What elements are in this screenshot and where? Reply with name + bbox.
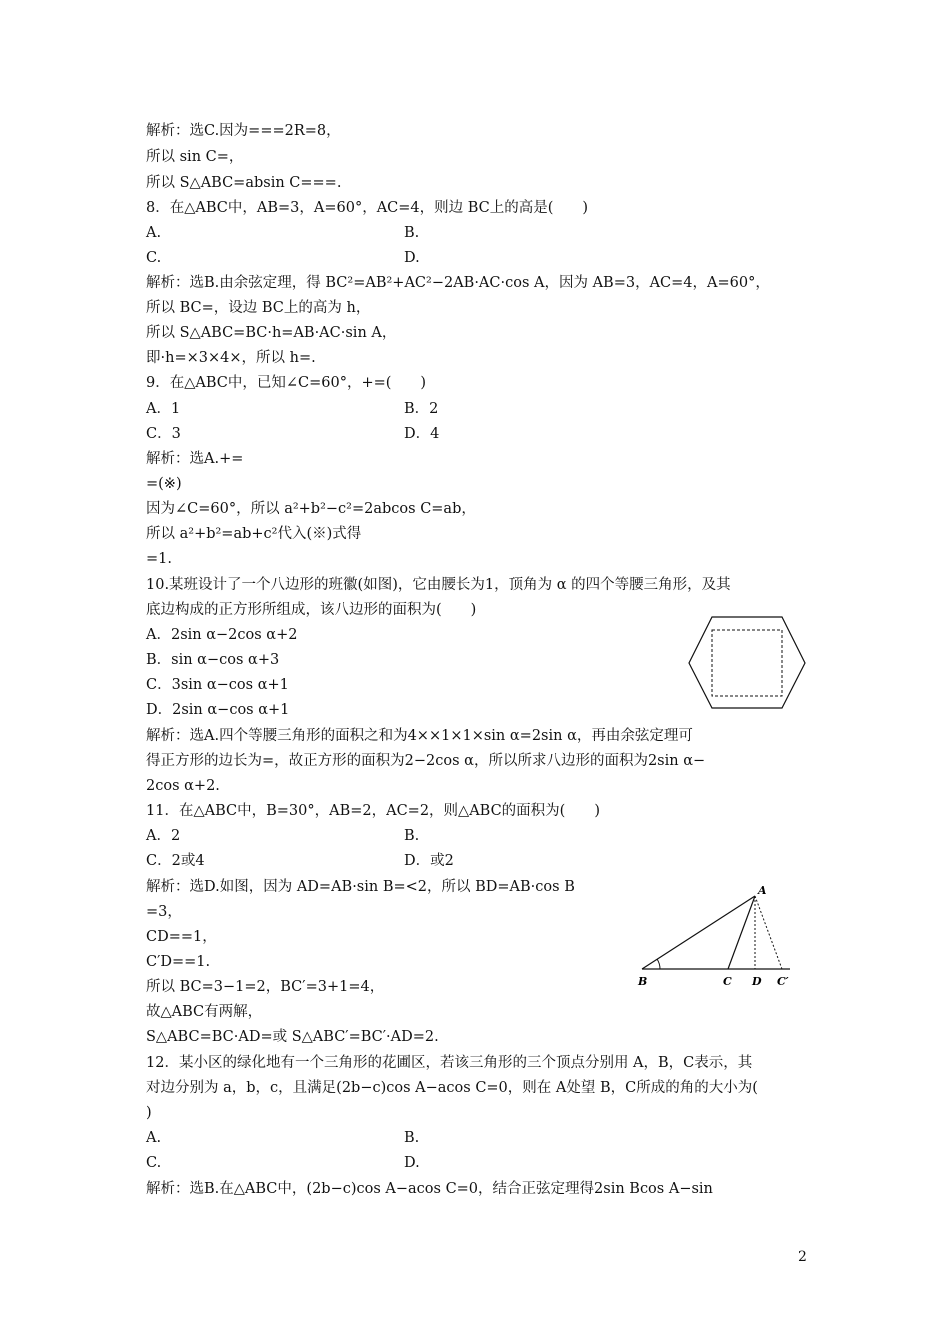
label-d: D xyxy=(752,975,762,988)
side-ac-prime xyxy=(755,896,782,969)
text-line: 解析：选B.由余弦定理，得 BC²=AB²+AC²−2AB·AC·cos A，因为 AB=3，AC=4，A=60°， xyxy=(146,275,770,291)
side-ac xyxy=(728,896,755,969)
page-number: 2 xyxy=(798,1249,807,1265)
option-d: D．2sin α−cos α+1 xyxy=(146,702,290,718)
question-10: 10.某班设计了一个八边形的班徽(如图)，它由腰长为1，顶角为 α 的四个等腰三角形，及其 xyxy=(146,577,731,593)
option-d: D. xyxy=(404,1155,420,1171)
option-b: B. xyxy=(404,225,420,241)
label-c-prime: C′ xyxy=(777,975,789,988)
text-line: 2cos α+2. xyxy=(146,778,220,794)
octagon-outline xyxy=(689,617,805,708)
option-a: A. xyxy=(146,1130,162,1146)
text-line: CD==1， xyxy=(146,929,217,945)
question-8: 8．在△ABC中，AB=3，A=60°，AC=4，则边 BC上的高是( ) xyxy=(146,200,589,216)
option-c: C．3 xyxy=(146,426,181,442)
text-line: 所以 BC=3−1=2，BC′=3+1=4， xyxy=(146,979,385,995)
label-b: B xyxy=(638,975,648,988)
question-12: 12．某小区的绿化地有一个三角形的花圃区，若该三角形的三个顶点分别用 A，B，C表示，其 xyxy=(146,1055,753,1071)
text-line: 底边构成的正方形所组成，该八边形的面积为( ) xyxy=(146,602,477,618)
text-line: ) xyxy=(146,1105,152,1121)
label-c: C xyxy=(723,975,732,988)
text-line: 所以 S△ABC=absin C===. xyxy=(146,175,342,191)
triangle-figure xyxy=(632,880,800,992)
option-d: D．4 xyxy=(404,426,440,442)
text-line: =(※) xyxy=(146,476,182,492)
option-c: C. xyxy=(146,1155,162,1171)
text-line: 所以 BC=，设边 BC上的高为 h， xyxy=(146,300,371,316)
text-line: 所以 sin C=， xyxy=(146,149,244,165)
option-a: A. xyxy=(146,225,162,241)
option-a: A．1 xyxy=(146,401,181,417)
label-a: A xyxy=(758,884,767,897)
text-line: 故△ABC有两解， xyxy=(146,1004,263,1020)
text-line: 解析：选B.在△ABC中，(2b−c)cos A−acos C=0，结合正弦定理得2sin Bcos A−sin xyxy=(146,1181,713,1197)
option-c: C．3sin α−cos α+1 xyxy=(146,677,289,693)
option-d: D．或2 xyxy=(404,853,454,869)
text-line: 解析：选A.四个等腰三角形的面积之和为4××1×1×sin α=2sin α，再由余弦定理可 xyxy=(146,728,693,744)
text-line: S△ABC=BC·AD=或 S△ABC′=BC′·AD=2. xyxy=(146,1029,439,1045)
option-c: C. xyxy=(146,250,162,266)
text-line: 解析：选D.如图，因为 AD=AB·sin B=<2，所以 BD=AB·cos B xyxy=(146,879,575,895)
text-line: C′D==1. xyxy=(146,954,211,970)
text-line: 解析：选A.+= xyxy=(146,451,244,467)
option-b: B. xyxy=(404,828,420,844)
angle-b-arc xyxy=(657,959,660,969)
text-line: 因为∠C=60°，所以 a²+b²−c²=2abcos C=ab， xyxy=(146,501,476,517)
option-c: C．2或4 xyxy=(146,853,205,869)
text-line: 所以 a²+b²=ab+c²代入(※)式得 xyxy=(146,526,362,542)
question-11: 11．在△ABC中，B=30°，AB=2，AC=2，则△ABC的面积为( ) xyxy=(146,803,600,819)
side-ab xyxy=(642,896,755,969)
option-d: D. xyxy=(404,250,420,266)
option-b: B．sin α−cos α+3 xyxy=(146,652,280,668)
text-line: 所以 S△ABC=BC·h=AB·AC·sin A， xyxy=(146,325,397,341)
text-line: 得正方形的边长为=，故正方形的面积为2−2cos α，所以所求八边形的面积为2sin α− xyxy=(146,753,706,769)
option-a: A．2sin α−2cos α+2 xyxy=(146,627,298,643)
text-line: =1. xyxy=(146,551,172,567)
option-b: B．2 xyxy=(404,401,439,417)
option-b: B. xyxy=(404,1130,420,1146)
question-9: 9．在△ABC中，已知∠C=60°，+=( ) xyxy=(146,375,427,391)
text-line: 即·h=×3×4×，所以 h=. xyxy=(146,350,316,366)
text-line: 对边分别为 a，b，c，且满足(2b−c)cos A−acos C=0，则在 A处望 B，C所成的角的大小为( xyxy=(146,1080,758,1096)
option-a: A．2 xyxy=(146,828,181,844)
octagon-figure xyxy=(686,614,808,712)
text-line: =3， xyxy=(146,904,182,920)
text-line: 解析：选C.因为===2R=8， xyxy=(146,123,341,139)
inner-square xyxy=(712,630,782,696)
